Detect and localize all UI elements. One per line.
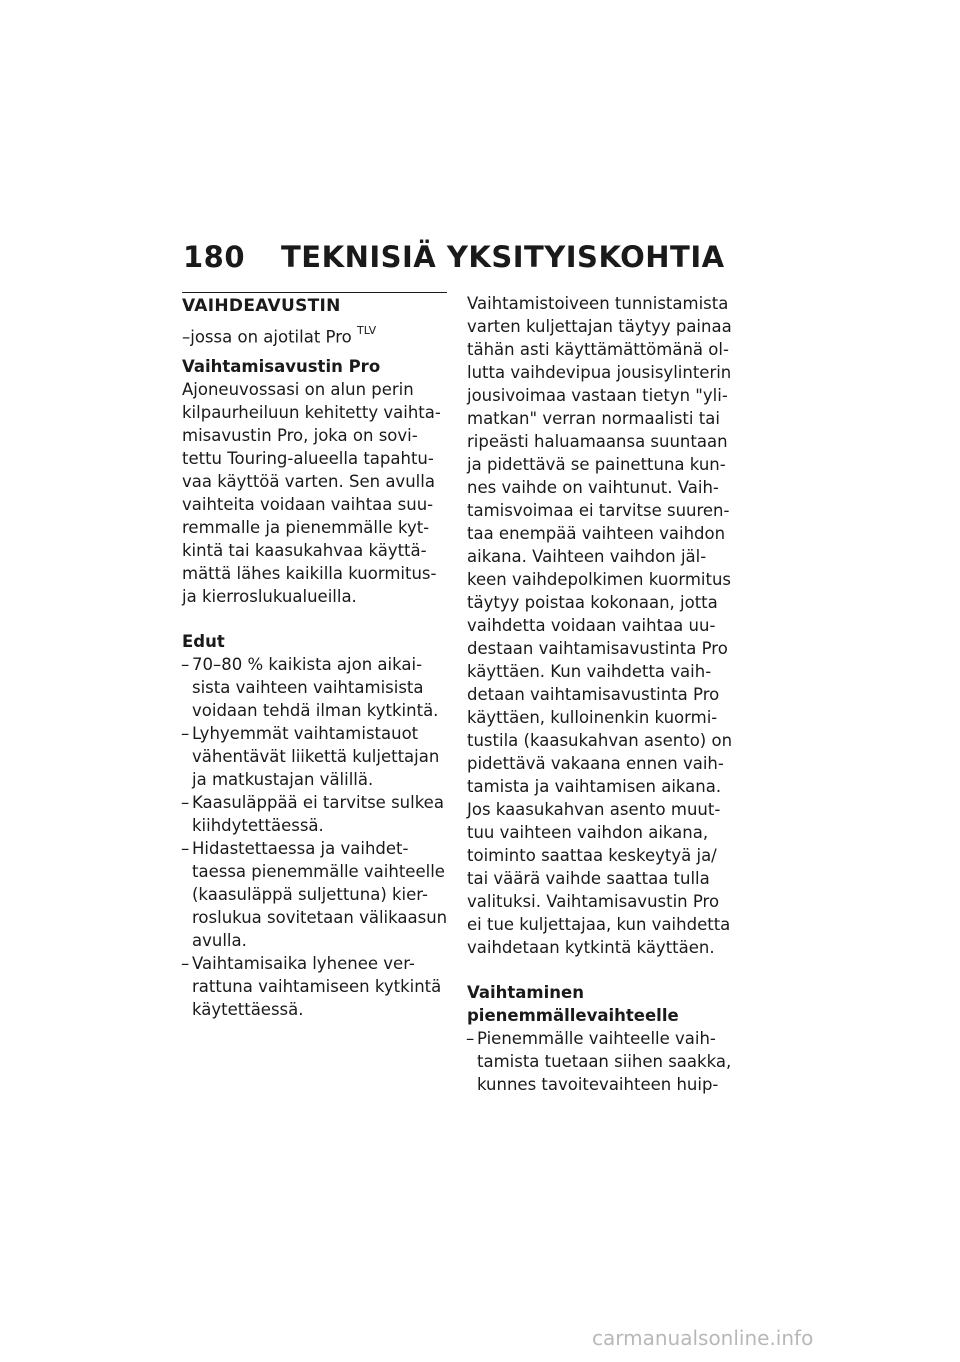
shift-assist-paragraph — [467, 292, 739, 959]
list-item — [182, 791, 447, 837]
text-line: kiihdytettäessä. — [192, 815, 324, 835]
text-line: jousivoimaa vastaan tietyn "yli- — [467, 386, 728, 405]
text-line: ja pidettävä se painettuna kun- — [467, 455, 726, 474]
dash-bullet: – — [181, 723, 190, 743]
note-text: –jossa on ajotilat Pro — [182, 327, 352, 347]
text-line: kintä tai kaasukahvaa käyttä- — [182, 540, 427, 560]
text-line: ei tue kuljettajaa, kun vaihdetta — [467, 915, 731, 934]
note-superscript: TLV — [356, 324, 377, 337]
text-line: nes vaihde on vaihtunut. Vaih- — [467, 478, 719, 497]
text-line: Pienemmälle vaihteelle vaih- — [477, 1029, 716, 1048]
subsection-title: Vaihtamisavustin Pro — [182, 356, 381, 376]
list-item — [182, 837, 447, 952]
text-line: misavustin Pro, joka on sovi- — [182, 425, 418, 445]
text-line: tettu Touring-alueella tapahtu- — [182, 448, 434, 468]
text-line: vaihteita voidaan vaihtaa suu- — [182, 494, 434, 514]
text-line: kunnes tavoitevaihteen huip- — [477, 1075, 719, 1094]
text-line: vaa käyttöä varten. Sen avulla — [182, 471, 435, 491]
dash-bullet: – — [181, 792, 190, 812]
text-line: tai väärä vaihde saattaa tulla — [467, 869, 710, 888]
text-line: roslukua sovitetaan välikaasun — [192, 907, 448, 927]
text-line: Lyhyemmät vaihtamistauot — [192, 723, 419, 743]
text-line: keen vaihdepolkimen kuormitus — [467, 570, 732, 589]
text-line: Ajoneuvossasi on alun perin — [182, 379, 414, 399]
text-line: tuu vaihteen vaihdon aikana, — [467, 823, 709, 842]
text-line: käytettäessä. — [192, 999, 304, 1019]
text-line: tamista tuetaan siihen saakka, — [477, 1052, 732, 1071]
dash-bullet: – — [466, 1029, 475, 1048]
dash-bullet: – — [181, 838, 190, 858]
text-line: 70–80 % kaikista ajon aikai- — [192, 654, 423, 674]
right-column — [467, 292, 739, 1096]
text-line: vaihteelle — [586, 1006, 679, 1025]
text-line: ja kierroslukualueilla. — [182, 586, 357, 606]
text-line: kilpaurheiluun kehitetty vaihta- — [182, 402, 441, 422]
text-line: ripeästi haluamaansa suuntaan — [467, 432, 728, 451]
model-note — [182, 321, 447, 349]
list-item — [467, 1027, 739, 1096]
text-line: täytyy poistaa kokonaan, jotta — [467, 593, 718, 612]
list-item — [182, 952, 447, 1021]
text-line: Kaasuläppää ei tarvitse sulkea — [192, 792, 444, 812]
text-line: mättä lähes kaikilla kuormitus- — [182, 563, 437, 583]
text-line: matkan" verran normaalisti tai — [467, 409, 720, 428]
dash-bullet: – — [181, 654, 190, 674]
text-line: detaan vaihtamisavustinta Pro — [467, 685, 720, 704]
text-line: sista vaihteen vaihtamisista — [192, 677, 424, 697]
text-line: varten kuljettajan täytyy painaa — [467, 317, 732, 336]
text-line: destaan vaihtamisavustinta Pro — [467, 639, 728, 658]
text-line: aikana. Vaihteen vaihdon jäl- — [467, 547, 707, 566]
text-line: taessa pienemmälle vaihteelle — [192, 861, 445, 881]
text-line: voidaan tehdä ilman kytkintä. — [192, 700, 439, 720]
downshift-title — [467, 981, 739, 1027]
text-line: vähentävät liikettä kuljettajan — [192, 746, 440, 766]
text-line: käyttäen, kulloinenkin kuormi- — [467, 708, 718, 727]
text-line: pidettävä vakaana ennen vaih- — [467, 754, 724, 773]
benefits-title: Edut — [182, 631, 225, 651]
text-line: rattuna vaihtamiseen kytkintä — [192, 976, 442, 996]
text-line: tamisvoimaa ei tarvitse suuren- — [467, 501, 730, 520]
benefits-list — [182, 653, 447, 1021]
text-line: Vaihtamistoiveen tunnistamista — [467, 294, 729, 313]
dash-bullet: – — [181, 953, 190, 973]
downshift-list — [467, 1027, 739, 1096]
text-line: ja matkustajan välillä. — [192, 769, 374, 789]
text-line: Vaihtamisaika lyhenee ver- — [192, 953, 415, 973]
text-line: tähän asti käyttämättömänä ol- — [467, 340, 729, 359]
text-line: Jos kaasukahvan asento muut- — [467, 800, 721, 819]
text-line: tustila (kaasukahvan asento) on — [467, 731, 733, 750]
list-item — [182, 653, 447, 722]
text-line: avulla. — [192, 930, 247, 950]
text-line: taa enempää vaihteen vaihdon — [467, 524, 726, 543]
text-line: Hidastettaessa ja vaihdet- — [192, 838, 409, 858]
left-column — [182, 292, 447, 1021]
intro-paragraph — [182, 378, 447, 608]
text-line: lutta vaihdevipua jousisylinterin — [467, 363, 732, 382]
text-line: valituksi. Vaihtamisavustin Pro — [467, 892, 720, 911]
text-line: tamista ja vaihtamisen aikana. — [467, 777, 722, 796]
list-item — [182, 722, 447, 791]
text-line: (kaasuläppä suljettuna) kier- — [192, 884, 428, 904]
chapter-title: TEKNISIÄ YKSITYISKOHTIA — [281, 240, 725, 274]
text-line: remmalle ja pienemmälle kyt- — [182, 517, 430, 537]
text-line: vaihdetaan kytkintä käyttäen. — [467, 938, 715, 957]
section-title: VAIHDEAVUSTIN — [182, 292, 447, 317]
text-line: käyttäen. Kun vaihdetta vaih- — [467, 662, 712, 681]
watermark: carmanualsonline.info — [592, 1326, 814, 1350]
text-line: Vaihtaminen pienemmälle — [467, 983, 587, 1025]
text-line: vaihdetta voidaan vaihtaa uu- — [467, 616, 716, 635]
page-number: 180 — [183, 240, 246, 274]
text-line: toiminto saattaa keskeytyä ja/ — [467, 846, 717, 865]
page-header — [183, 240, 725, 274]
